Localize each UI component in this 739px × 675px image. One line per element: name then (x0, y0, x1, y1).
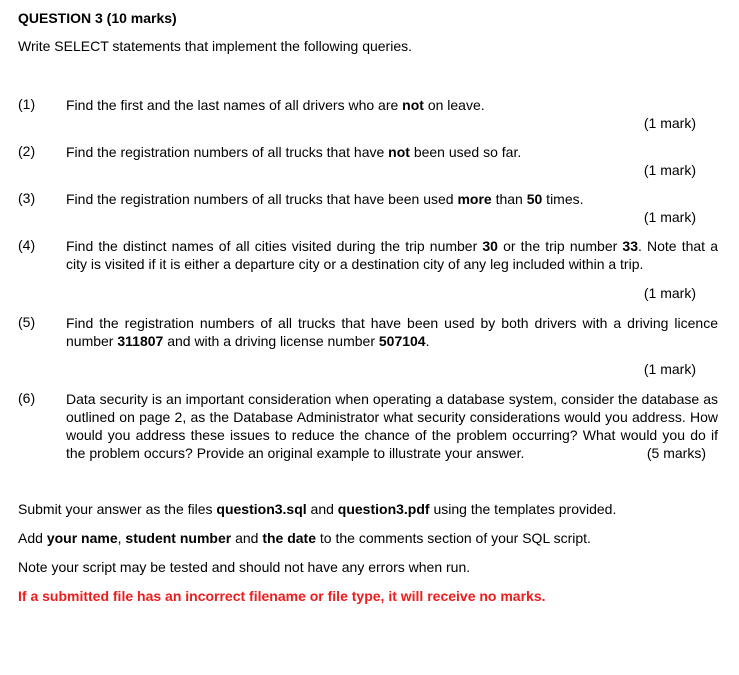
add-details-instructions: Add your name, student number and the date to the comments section of your SQL script. (18, 530, 591, 546)
query-1-mark: (1 mark) (643, 115, 696, 131)
query-5-mark: (1 mark) (643, 361, 696, 377)
query-1-number: (1) (18, 96, 36, 112)
query-2-number: (2) (18, 143, 36, 159)
query-5-number: (5) (18, 314, 36, 330)
query-4-mark: (1 mark) (643, 285, 696, 301)
query-3-text: Find the registration numbers of all trucks that have been used more than 50 times. (66, 191, 584, 207)
query-4-text: Find the distinct names of all cities visited during the trip number 30 or the trip number 33. Note that a city is visited if it is either a departure city or a destination city of any leg included within a trip. (66, 238, 718, 272)
query-2-text: Find the registration numbers of all trucks that have not been used so far. (66, 144, 522, 160)
query-3-number: (3) (18, 190, 36, 206)
query-2-mark: (1 mark) (643, 162, 696, 178)
testing-note: Note your script may be tested and should not have any errors when run. (18, 559, 471, 575)
query-1-text: Find the first and the last names of all drivers who are not on leave. (66, 97, 485, 113)
query-6-text: Data security is an important consideration when operating a database system, consider the database as outlined on page 2, as the Database Administrator what security considerations would you address. How would you address these issues to reduce the chance of the problem occurring? What would you do if the problem occurs? Provide an original example to illustrate your answer. (5 marks) (66, 391, 718, 461)
query-5-text: Find the registration numbers of all trucks that have been used by both drivers with a driving licence number 311807 and with a driving license number 507104. (66, 315, 718, 349)
filename-warning: If a submitted file has an incorrect filename or file type, it will receive no marks. (18, 588, 546, 604)
query-6-mark: (5 marks) (646, 445, 706, 461)
query-3-mark: (1 mark) (643, 209, 696, 225)
submit-instructions: Submit your answer as the files question3.sql and question3.pdf using the templates provided. (18, 501, 617, 517)
question-intro: Write SELECT statements that implement the following queries. (18, 38, 412, 54)
question-title: QUESTION 3 (10 marks) (18, 10, 177, 26)
query-6-number: (6) (18, 390, 36, 406)
query-4-number: (4) (18, 237, 36, 253)
